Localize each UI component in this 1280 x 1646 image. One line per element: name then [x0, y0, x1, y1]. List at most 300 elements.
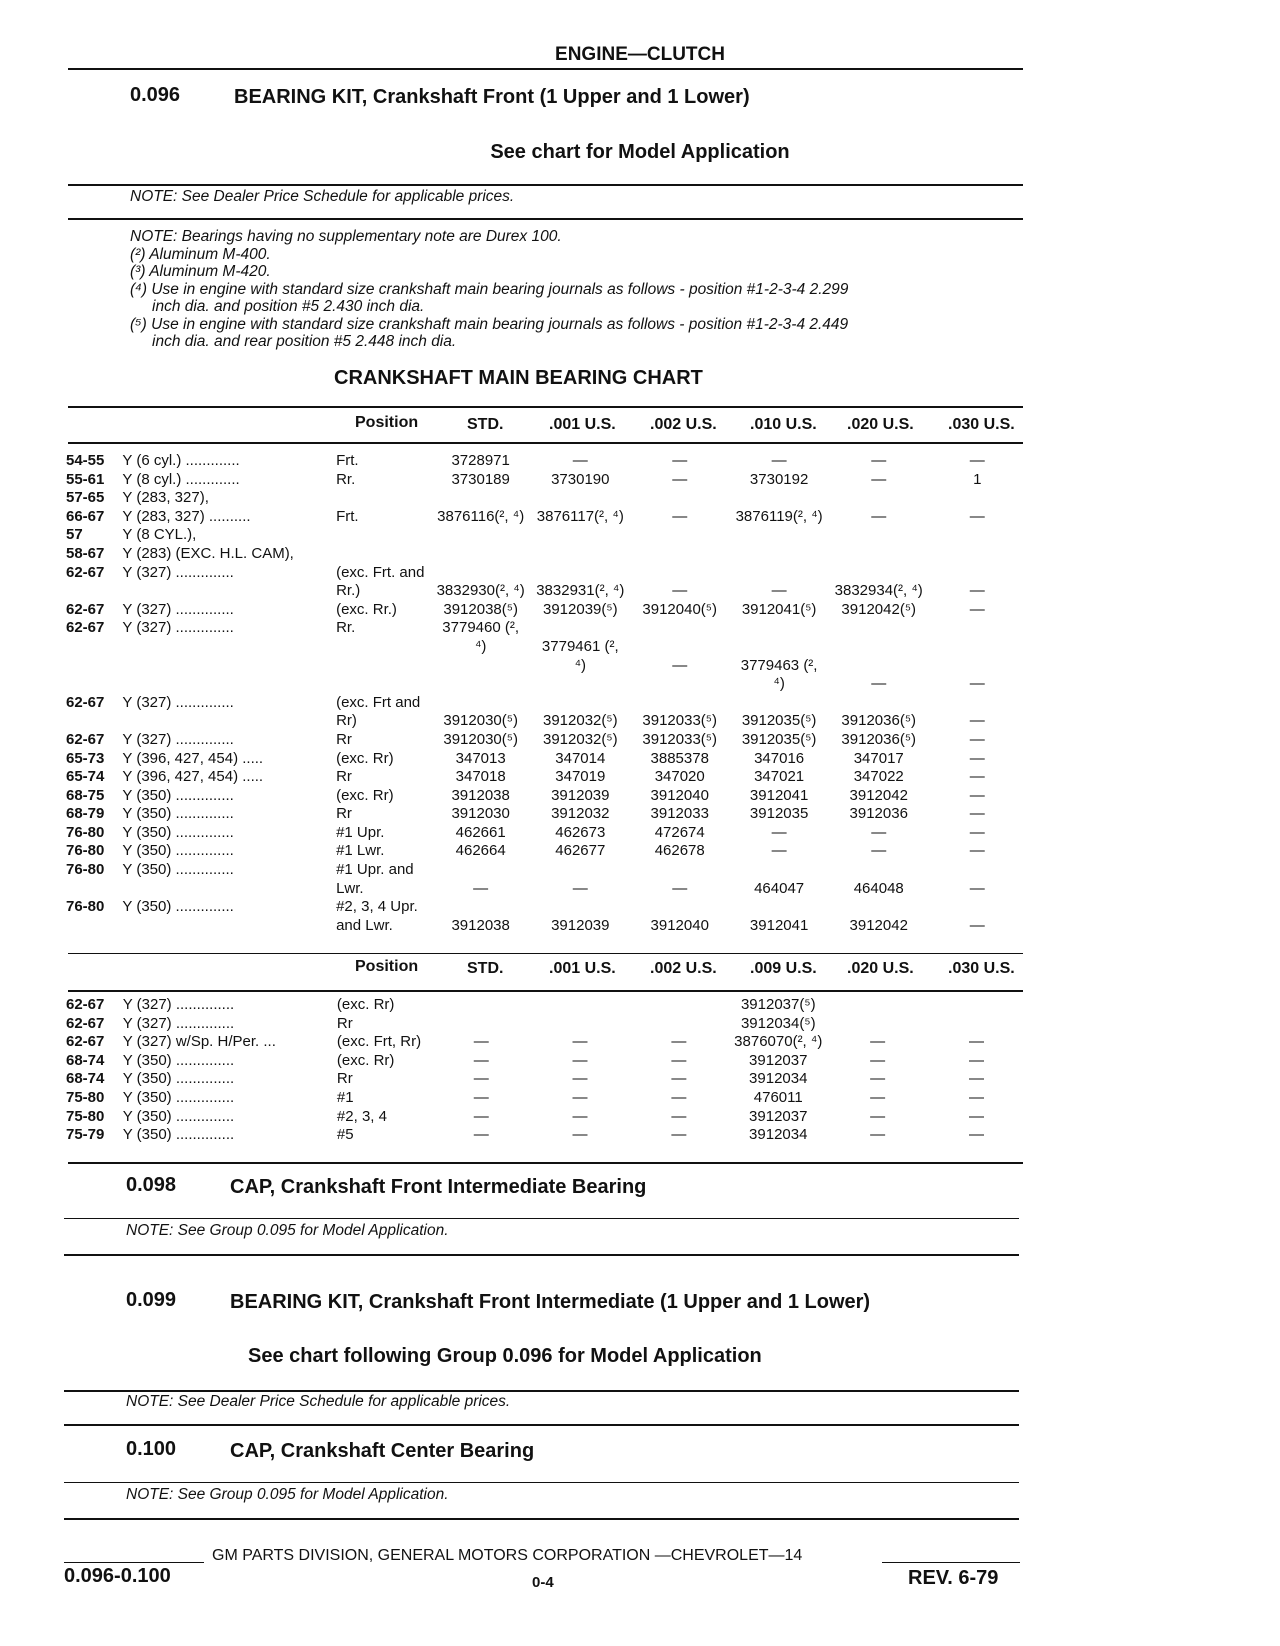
cell-position: (exc. Rr) — [336, 996, 395, 1013]
footer-range: 0.096-0.100 — [64, 1565, 171, 1587]
note-line: (²) Aluminum M-400. — [130, 245, 271, 263]
cell-us001: 347014 — [555, 749, 606, 767]
cell-us030: — — [969, 730, 985, 748]
cell-us020: — — [870, 1088, 886, 1106]
cell-year: 62-67 — [66, 619, 105, 637]
cell-us030: — — [969, 1107, 985, 1125]
col2-header-std: STD. — [467, 960, 504, 977]
table-row — [66, 880, 1026, 899]
group-title-100: CAP, Crankshaft Center Bearing — [230, 1440, 535, 1462]
cell-std — [431, 861, 531, 880]
cell-model — [122, 657, 336, 676]
cell-std: 3730189 — [451, 470, 510, 488]
table-row — [66, 526, 1026, 545]
cell-year — [66, 880, 122, 899]
cell-col5 — [729, 545, 829, 564]
cell-position: Rr) — [336, 712, 357, 730]
chart-title: CRANKSHAFT MAIN BEARING CHART — [334, 367, 703, 389]
cell-col5: 3912034 — [749, 1070, 808, 1088]
cell-us030: — — [969, 879, 985, 897]
cell-model — [122, 917, 336, 936]
cell-us002: 3912033(⁵) — [642, 730, 718, 748]
cell-year: 68-74 — [66, 1070, 105, 1088]
cell-us001 — [530, 675, 630, 694]
cell-us001: — — [572, 452, 588, 469]
cell-us001: 3779461 (², — [541, 637, 619, 655]
cell-position — [336, 638, 431, 657]
cell-us002: 462678 — [654, 842, 705, 860]
cell-position: Rr — [336, 730, 352, 748]
cell-us001: 3876117(², ⁴) — [536, 507, 624, 525]
cell-position: #2, 3, 4 — [336, 1107, 387, 1125]
cell-model — [122, 638, 336, 657]
table-row — [66, 1033, 1026, 1052]
cell-us020 — [829, 861, 929, 880]
cell-model: Y (396, 427, 454) ..... — [122, 749, 264, 767]
cell-col5: 3912037(⁵) — [740, 996, 816, 1013]
cell-us030 — [927, 996, 1026, 1015]
cell-us020 — [828, 996, 927, 1015]
table-row — [66, 675, 1026, 694]
cell-year — [66, 712, 122, 731]
cell-col5: 476011 — [753, 1088, 803, 1106]
cell-model: Y (350) .............. — [122, 805, 234, 823]
cell-us001: — — [572, 1070, 588, 1088]
cell-position: #1 Upr. — [336, 823, 385, 841]
cell-position: Rr. — [336, 619, 356, 637]
cell-year: 76-80 — [66, 842, 105, 860]
cell-us001: ⁴) — [574, 656, 587, 674]
note-100: NOTE: See Group 0.095 for Model Application. — [126, 1486, 449, 1503]
cell-us030: — — [969, 1070, 985, 1088]
note-line: (³) Aluminum M-420. — [130, 263, 271, 280]
cell-model — [122, 712, 336, 731]
cell-us020 — [829, 545, 929, 564]
cell-us030 — [929, 861, 1026, 880]
divider — [64, 1424, 1019, 1426]
cell-year — [66, 917, 122, 936]
cell-us001: 462677 — [555, 842, 606, 860]
cell-model: Y (327) .............. — [122, 563, 234, 581]
cell-us020: — — [870, 1070, 886, 1088]
note-line: NOTE: Bearings having no supplementary note are Durex 100. — [130, 228, 562, 245]
cell-model: Y (350) .............. — [122, 842, 234, 860]
group-number-100: 0.100 — [126, 1438, 177, 1460]
col-header-010: .010 U.S. — [750, 416, 817, 433]
cell-model — [122, 582, 336, 601]
cell-us020: — — [870, 1126, 886, 1144]
cell-us002 — [630, 489, 729, 508]
cell-std — [431, 694, 531, 713]
cell-std: — — [473, 1107, 489, 1125]
cell-us002: 3912040 — [650, 786, 709, 804]
cell-year: 68-74 — [66, 1051, 105, 1069]
cell-position — [336, 526, 431, 545]
cell-year: 76-80 — [66, 898, 105, 916]
cell-std: 462664 — [455, 842, 506, 860]
cell-col5: — — [771, 823, 787, 841]
cell-std: 3832930(², ⁴) — [436, 582, 525, 600]
cell-us001: 3912032(⁵) — [542, 712, 618, 730]
cell-position: Rr — [336, 1014, 353, 1032]
cell-position: Lwr. — [336, 879, 364, 897]
footer-rule-right — [882, 1562, 1020, 1563]
cell-us001: 347019 — [555, 768, 606, 786]
table-row — [66, 601, 1026, 620]
cell-us002 — [630, 564, 729, 583]
cell-us001: — — [572, 1126, 588, 1144]
cell-col5: ⁴) — [773, 675, 785, 693]
cell-year: 62-67 — [66, 730, 105, 748]
cell-model — [122, 880, 336, 899]
divider — [68, 953, 1023, 954]
cell-year: 62-67 — [66, 996, 105, 1013]
cell-position: (exc. Rr) — [336, 786, 394, 804]
cell-us020: 3912042 — [849, 916, 908, 934]
table-row — [66, 564, 1026, 583]
cell-us030 — [929, 638, 1026, 657]
cell-us002: — — [672, 582, 688, 600]
cell-std — [431, 657, 531, 676]
table-row — [66, 582, 1026, 601]
cell-year: 58-67 — [66, 544, 105, 562]
cell-std: — — [473, 1033, 489, 1051]
cell-us001: 3832931(², ⁴) — [536, 582, 625, 600]
cell-model: Y (350) .............. — [122, 1107, 235, 1125]
cell-model: Y (327) .............. — [122, 1014, 235, 1032]
cell-std: 3912038(⁵) — [443, 600, 518, 618]
footer-page-number: 0-4 — [532, 1574, 554, 1591]
cell-us002: 3885378 — [650, 749, 709, 767]
cell-us020: 347017 — [853, 749, 904, 767]
cell-std: 347013 — [455, 749, 506, 767]
table-row — [66, 1126, 1026, 1145]
cell-col5 — [729, 694, 829, 713]
cell-us030 — [929, 657, 1026, 676]
cell-std: 3912030(⁵) — [443, 712, 518, 730]
cell-us020 — [829, 619, 929, 638]
cell-year: 65-73 — [66, 749, 105, 767]
table-row — [66, 861, 1026, 880]
cell-model: Y (327) .............. — [122, 996, 235, 1013]
cell-model: Y (327) .............. — [122, 693, 234, 711]
cell-us020: — — [871, 452, 887, 469]
footer-publisher: GM PARTS DIVISION, GENERAL MOTORS CORPORATION —CHEVROLET—14 — [212, 1547, 803, 1564]
cell-model: Y (6 cyl.) ............. — [122, 452, 240, 469]
cell-us002 — [630, 526, 729, 545]
cell-std — [431, 545, 531, 564]
cell-std: — — [473, 1070, 489, 1088]
cell-us020: 3912042 — [849, 786, 908, 804]
undersize-bearing-table — [66, 996, 1026, 1145]
cell-us002 — [630, 638, 729, 657]
divider — [68, 1162, 1023, 1164]
cell-year: 68-79 — [66, 805, 105, 823]
cell-position: Rr — [336, 805, 352, 823]
cell-us002: — — [671, 1070, 687, 1088]
cell-model: Y (350) .............. — [122, 1126, 235, 1144]
cell-us020 — [829, 898, 929, 917]
table-row — [66, 471, 1026, 490]
cell-position: Frt. — [336, 507, 359, 525]
cell-us030: — — [969, 1126, 985, 1144]
cell-year: 62-67 — [66, 600, 105, 618]
note-line: (⁴) Use in engine with standard size crankshaft main bearing journals as follows - position #1-2-3-4 2.299 — [130, 280, 849, 298]
cell-us020: — — [871, 507, 887, 525]
divider — [64, 1482, 1019, 1483]
cell-col5 — [729, 564, 829, 583]
col-header-std: STD. — [467, 416, 504, 433]
cell-us002: — — [671, 1107, 687, 1125]
cell-us002: — — [672, 470, 688, 488]
cell-us030 — [929, 489, 1026, 508]
cell-us030: — — [969, 916, 985, 934]
cell-us020: 3912042(⁵) — [841, 600, 917, 618]
table-row — [66, 805, 1026, 824]
cell-std: — — [473, 1126, 489, 1144]
note-098: NOTE: See Group 0.095 for Model Application. — [126, 1222, 449, 1239]
cell-col5 — [729, 619, 829, 638]
cell-std — [432, 1015, 531, 1034]
cell-std: 3912038 — [451, 916, 510, 934]
cell-std — [431, 526, 531, 545]
cell-position — [336, 657, 431, 676]
cell-model: Y (350) .............. — [122, 786, 234, 804]
table-row — [66, 1089, 1026, 1108]
cell-us001 — [530, 619, 630, 638]
col-header-001: .001 U.S. — [549, 416, 616, 433]
cell-us001: 3912032 — [551, 805, 610, 823]
cell-model: Y (327) .............. — [122, 619, 234, 637]
cell-model: Y (396, 427, 454) ..... — [122, 768, 264, 786]
group-number-099: 0.099 — [126, 1289, 177, 1311]
cell-us030 — [929, 545, 1026, 564]
group-subtitle-096: See chart for Model Application — [490, 141, 790, 163]
cell-us002 — [630, 861, 729, 880]
cell-us020 — [829, 564, 929, 583]
cell-us002: — — [672, 879, 688, 897]
cell-us001: — — [572, 1033, 588, 1051]
note-line: (⁵) Use in engine with standard size crankshaft main bearing journals as follows - position #1-2-3-4 2.449 — [130, 315, 849, 333]
col2-header-001: .001 U.S. — [549, 960, 616, 977]
cell-col5: 347016 — [754, 749, 805, 767]
cell-year: 76-80 — [66, 823, 105, 841]
cell-year: 55-61 — [66, 470, 105, 488]
cell-year — [66, 657, 122, 676]
table-row — [66, 1108, 1026, 1127]
group-title-099: BEARING KIT, Crankshaft Front Intermediate (1 Upper and 1 Lower) — [230, 1291, 871, 1313]
cell-us001 — [530, 564, 630, 583]
divider — [64, 1254, 1019, 1256]
supplementary-notes — [130, 228, 1030, 351]
cell-col5: 3912037 — [749, 1051, 808, 1069]
cell-us020 — [829, 657, 929, 676]
group-title-098: CAP, Crankshaft Front Intermediate Bearing — [230, 1176, 647, 1198]
cell-year: 62-67 — [66, 1014, 105, 1032]
cell-model: Y (350) .............. — [122, 1051, 235, 1069]
cell-us020: — — [870, 1107, 886, 1125]
note-line: inch dia. and rear position #5 2.448 inch dia. — [152, 333, 457, 350]
table-row — [66, 917, 1026, 936]
cell-col5: 3912037 — [749, 1107, 808, 1125]
cell-position: (exc. Frt. and — [336, 563, 425, 581]
cell-model: Y (8 cyl.) ............. — [122, 470, 240, 488]
group-number-096: 0.096 — [130, 84, 181, 106]
cell-us001: 462673 — [555, 823, 606, 841]
group-subtitle-099: See chart following Group 0.096 for Model Application — [248, 1345, 762, 1367]
price-note-096: NOTE: See Dealer Price Schedule for applicable prices. — [130, 188, 515, 205]
cell-us002: — — [672, 452, 688, 469]
cell-year: 62-67 — [66, 1033, 105, 1051]
cell-us001 — [530, 694, 630, 713]
cell-year: 57-65 — [66, 489, 105, 507]
cell-model: Y (350) .............. — [122, 1088, 235, 1106]
cell-col5: 464047 — [754, 879, 805, 897]
cell-col5: 3912035(⁵) — [741, 730, 817, 748]
cell-year: 75-80 — [66, 1088, 105, 1106]
cell-us001: 3912039(⁵) — [542, 600, 618, 618]
cell-us020 — [829, 694, 929, 713]
divider — [64, 1218, 1019, 1219]
cell-us030: — — [969, 786, 985, 804]
table-row — [66, 898, 1026, 917]
cell-us020: — — [871, 842, 887, 860]
cell-col5: 3912035 — [749, 805, 809, 823]
cell-us002: — — [671, 1033, 687, 1051]
divider — [68, 218, 1023, 220]
cell-position: #1 Lwr. — [336, 842, 385, 860]
cell-std: 3912030(⁵) — [443, 730, 518, 748]
divider — [68, 442, 1023, 444]
cell-us001: — — [572, 1051, 588, 1069]
bearing-chart-table — [66, 452, 1026, 935]
cell-std: 3912038 — [451, 786, 510, 804]
cell-year: 62-67 — [66, 693, 105, 711]
col-header-position: Position — [355, 414, 419, 431]
cell-us002: 472674 — [654, 823, 705, 841]
cell-us020: 3832934(², ⁴) — [834, 582, 923, 600]
table-row — [66, 657, 1026, 676]
table-row — [66, 1015, 1026, 1034]
cell-position: Rr. — [336, 470, 356, 488]
cell-position: (exc. Frt, Rr) — [336, 1033, 422, 1051]
group-title-096: BEARING KIT, Crankshaft Front (1 Upper and 1 Lower) — [234, 86, 750, 108]
cell-us020: 464048 — [853, 879, 904, 897]
divider — [68, 990, 1023, 992]
section-header: ENGINE—CLUTCH — [555, 44, 725, 65]
cell-std: 3876116(², ⁴) — [437, 507, 525, 525]
cell-us002: 347020 — [654, 768, 705, 786]
cell-us001 — [531, 996, 630, 1015]
cell-col5 — [729, 489, 829, 508]
cell-position: Rr — [336, 1070, 353, 1088]
cell-position: and Lwr. — [336, 916, 393, 934]
note-line: inch dia. and position #5 2.430 inch dia. — [152, 298, 425, 315]
cell-position: (exc. Rr) — [336, 749, 394, 767]
table-row — [66, 619, 1026, 638]
col-header-020: .020 U.S. — [847, 416, 914, 433]
cell-position — [336, 489, 431, 508]
col-header-002: .002 U.S. — [650, 416, 717, 433]
table-row — [66, 489, 1026, 508]
cell-us020: — — [870, 1033, 886, 1051]
cell-us002: 3912033(⁵) — [642, 712, 718, 730]
cell-year: 75-80 — [66, 1107, 105, 1125]
cell-us020: — — [871, 823, 887, 841]
cell-std — [431, 564, 531, 583]
table-row — [66, 508, 1026, 527]
col2-header-002: .002 U.S. — [650, 960, 717, 977]
cell-col5: 3730192 — [749, 470, 809, 488]
cell-model: Y (350) .............. — [122, 823, 234, 841]
table-row — [66, 768, 1026, 787]
cell-us030: — — [969, 805, 985, 823]
cell-position: #5 — [336, 1126, 354, 1144]
cell-us002 — [629, 996, 728, 1015]
cell-us030: — — [969, 675, 985, 693]
cell-model: Y (327) .............. — [122, 600, 234, 618]
cell-us020: — — [870, 1051, 886, 1069]
cell-position: Rr.) — [336, 582, 361, 600]
cell-position: Frt. — [336, 452, 359, 469]
cell-us001: — — [572, 879, 588, 897]
cell-us002: 3912033 — [650, 805, 709, 823]
cell-us001 — [530, 898, 630, 917]
cell-us020: 3912036 — [849, 805, 908, 823]
cell-us002: — — [672, 656, 688, 674]
cell-us002: — — [671, 1088, 687, 1106]
cell-position: #1 — [336, 1088, 354, 1106]
cell-us030: — — [969, 600, 985, 618]
cell-model — [122, 675, 336, 694]
cell-us002: — — [671, 1051, 687, 1069]
cell-position: #2, 3, 4 Upr. — [336, 898, 418, 916]
cell-col5: 3912034 — [749, 1126, 808, 1144]
footer-rule-left — [64, 1562, 204, 1563]
cell-us030: — — [969, 823, 985, 841]
cell-year: 54-55 — [66, 452, 105, 469]
cell-us001: 3912039 — [551, 786, 610, 804]
cell-us030: — — [969, 507, 985, 525]
cell-us001 — [530, 489, 630, 508]
cell-model: Y (283) (EXC. H.L. CAM), — [122, 544, 294, 562]
cell-us002 — [629, 1015, 728, 1034]
cell-us002 — [630, 898, 729, 917]
cell-std: 462661 — [455, 823, 506, 841]
cell-us020: — — [871, 675, 887, 693]
table-row — [66, 731, 1026, 750]
header-rule — [68, 68, 1023, 70]
cell-year — [66, 675, 122, 694]
cell-position: (exc. Rr.) — [336, 600, 397, 618]
cell-std: ⁴) — [474, 637, 487, 655]
cell-us001 — [530, 545, 630, 564]
cell-us030 — [929, 564, 1026, 583]
cell-std — [431, 898, 531, 917]
cell-year: 65-74 — [66, 768, 105, 786]
cell-std — [431, 675, 531, 694]
cell-position: (exc. Frt and — [336, 693, 421, 711]
col2-header-009: .009 U.S. — [750, 960, 817, 977]
cell-col5: — — [771, 582, 787, 600]
cell-us030: — — [969, 749, 985, 767]
cell-us030: — — [969, 712, 985, 730]
group-number-098: 0.098 — [126, 1174, 177, 1196]
cell-col5: 3779463 (², — [740, 656, 818, 674]
cell-us030 — [927, 1015, 1026, 1034]
footer-revision: REV. 6-79 — [908, 1567, 999, 1589]
cell-us020: 3912036(⁵) — [841, 712, 917, 730]
